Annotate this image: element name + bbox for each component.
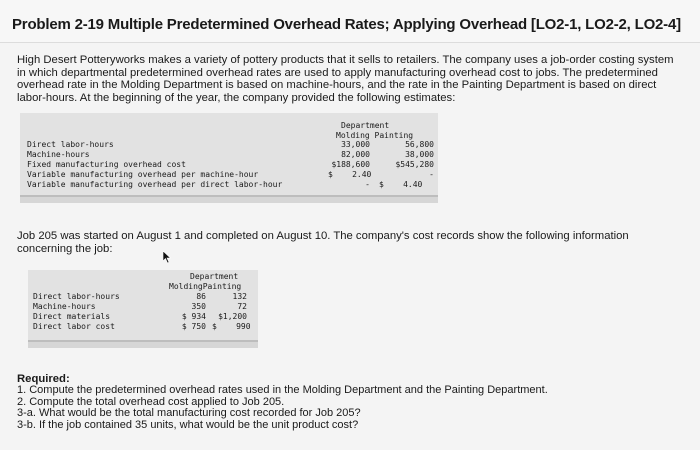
estimates-cell: 38,000 [405, 150, 434, 159]
estimates-cell: - [429, 170, 434, 179]
title-bar [0, 0, 700, 43]
estimates-cell: $188,600 [331, 160, 370, 169]
estimates-cell: 56,800 [405, 140, 434, 149]
job-row-label: Direct labor-hours [33, 292, 120, 301]
required-item: 1. Compute the predetermined overhead rates used in the Molding Department and the Painting Department. [17, 384, 548, 396]
estimates-row-label: Fixed manufacturing overhead cost [27, 160, 186, 169]
job-row-labels [33, 292, 120, 332]
estimates-cell: 82,000 [341, 150, 370, 159]
job-cell: 350 [191, 302, 206, 311]
estimates-department-header: Department [341, 121, 390, 130]
job-row-label: Machine-hours [33, 302, 96, 311]
job-cell: $ 934 [181, 312, 206, 321]
estimates-cell: $ 2.40 [328, 170, 372, 179]
estimates-cell: 33,000 [341, 140, 370, 149]
job-cell: $1,200 [218, 312, 247, 321]
estimates-col-molding: Molding [336, 131, 370, 140]
required-heading: Required: [17, 373, 70, 385]
job-molding-values [168, 292, 206, 332]
job-department-header: Department [190, 272, 239, 281]
estimates-row-label: Variable manufacturing overhead per direct labor-hour [27, 180, 283, 189]
job-cell: 86 [196, 292, 206, 301]
job-row-label: Direct materials [33, 312, 111, 321]
estimates-col-painting: Painting [374, 131, 414, 140]
job-cell: 132 [232, 292, 247, 301]
required-list [17, 385, 548, 431]
job-cell: $ 750 [181, 322, 206, 331]
estimates-painting-values [379, 140, 434, 190]
required-item: 3-b. If the job contained 35 units, what would be the unit product cost? [17, 418, 359, 431]
problem-title: Problem 2-19 Multiple Predetermined Overhead Rates; Applying Overhead [LO2-1, LO2-2, LO2-4] [12, 16, 681, 33]
job-paragraph: Job 205 was started on August 1 and completed on August 10. The company's cost records show the following information concerning the job: [17, 230, 629, 255]
job-cell: 72 [237, 302, 247, 311]
estimates-cell: - [365, 180, 370, 189]
intro-paragraph: High Desert Potteryworks makes a variety of pottery products that it sells to retailers. The company uses a job-order costing system in which departmental predetermined overhead rates are used to apply manufacturing overhead cost to jobs. The predetermined overhead rate in the Molding Department is based on machine-hours, and the rate in the Painting Department is based on direct labor-hours. At the beginning of the year, the company provided the following estimates: [17, 54, 674, 104]
job-cell: $ 990 [212, 322, 251, 331]
mouse-pointer-icon [163, 251, 172, 263]
job-row-label: Direct labor cost [33, 322, 115, 331]
estimates-molding-values [328, 140, 370, 190]
estimates-row-label: Variable manufacturing overhead per machine-hour [27, 170, 259, 179]
estimates-row-label: Machine-hours [27, 150, 90, 159]
job-column-headers: MoldingPainting [169, 282, 242, 291]
job-painting-values [212, 292, 251, 332]
required-item: 2. Compute the total overhead cost applied to Job 205. [17, 395, 285, 408]
estimates-cell: $545,280 [395, 160, 434, 169]
estimates-row-label: Direct labor-hours [27, 140, 114, 149]
estimates-cell: $ 4.40 [379, 180, 423, 189]
estimates-row-labels [27, 140, 282, 190]
required-item: 3-a. What would be the total manufacturing cost recorded for Job 205? [17, 407, 361, 420]
